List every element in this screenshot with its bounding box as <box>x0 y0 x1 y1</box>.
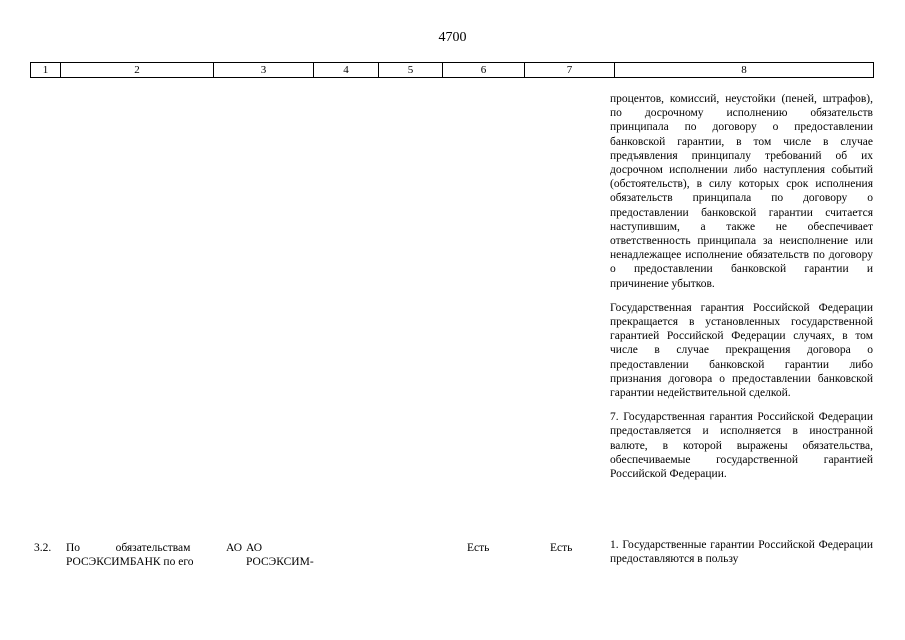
continuation-paragraph-3: 7. Государственная гарантия Российской Федерации предоставляется и исполняется в иностранной валюте, в которой выражены обязательства, обеспечиваемые государственной гарантией Российской Федерации. <box>610 411 873 481</box>
header-col-5: 5 <box>378 63 442 77</box>
header-col-4: 4 <box>313 63 378 77</box>
header-col-8: 8 <box>614 63 873 77</box>
row-col2-text: По обязательствам АО РОСЭКСИМБАНК по его <box>66 542 242 569</box>
header-col-2: 2 <box>60 63 213 77</box>
row-col3-text: АО РОСЭКСИМ- <box>246 542 314 569</box>
row-col6-text: Есть <box>467 542 490 554</box>
continuation-paragraph-1: процентов, комиссий, неустойки (пеней, штрафов), по досрочному исполнению обязательств принципала по договору о предоставлении банковской гарантии, в том числе в случае предъявления принципалу требований об их досрочном исполнении либо наступления событий (обстоятельств), в силу которых срок исполнения обязательств принципала по договору о предоставлении банковской гарантии считается наступившим, а также не обеспечивает ответственность принципала за неисполнение или ненадлежащее исполнение обязательств по договору о предоставлении банковской гарантии и причинение убытков. <box>610 93 873 290</box>
continuation-text <box>610 92 873 491</box>
header-col-7: 7 <box>524 63 614 77</box>
row-col8-text: 1. Государственные гарантии Российской Федерации предоставляются в пользу <box>610 539 873 566</box>
header-col-3: 3 <box>213 63 313 77</box>
table-header-row <box>30 62 874 78</box>
row-col7-text: Есть <box>550 542 573 554</box>
continuation-paragraph-2: Государственная гарантия Российской Федерации прекращается в установленных государственной гарантией Российской Федерации случаях, в том числе в случае прекращения договора о предоставлении банковской гарантии либо признания договора о предоставлении банковской гарантии недействительной сделкой. <box>610 301 873 400</box>
header-col-1: 1 <box>42 64 49 76</box>
header-col-6: 6 <box>442 63 524 77</box>
row-number: 3.2. <box>34 542 52 554</box>
page-number: 4700 <box>438 30 467 45</box>
